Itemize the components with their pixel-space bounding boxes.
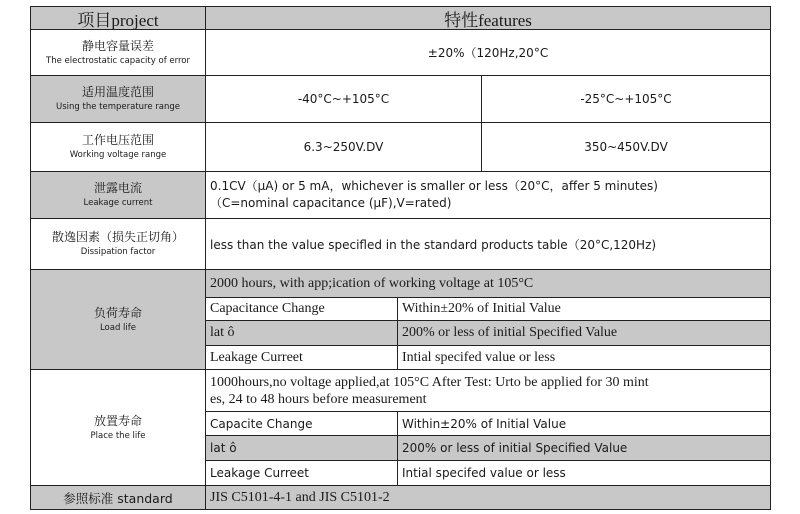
load-life-item-label: Leakage Curreet — [205, 345, 398, 370]
capacity-label-en: The electrostatic capacity of error — [46, 55, 190, 66]
shelf-life-label-cn: 放置寿命 — [93, 413, 142, 428]
shelf-life-label-en: Place the life — [90, 430, 146, 441]
load-life-item-value: 200% or less of initial Specified Value — [397, 320, 771, 346]
voltage-value-a: 6.3~250V.DV — [205, 122, 482, 172]
dissipation-value: less than the value specifled in the standard products table（20°C,120Hz) — [205, 218, 771, 270]
voltage-label — [30, 122, 206, 172]
shelf-life-intro-line1: 1000hours,no voltage applied,at 105°C After Test: Urto be applied for 30 mint — [210, 374, 649, 390]
dissipation-label — [30, 218, 206, 270]
leakage-value-line2: （C=nominal capacitance (μF),V=rated) — [210, 196, 452, 210]
leakage-label-cn: 泄露电流 — [93, 181, 142, 195]
shelf-life-item-label: Leakage Curreet — [205, 460, 398, 486]
leakage-value-line1: 0.1CV（μA) or 5 mA，whichever is smaller or less（20°C，affer 5 minutes) — [210, 179, 658, 193]
load-life-item-label: Capacitance Change — [205, 297, 398, 321]
voltage-value-b: 350~450V.DV — [481, 122, 771, 172]
load-life-label-en: Load life — [99, 322, 137, 333]
capacity-value: ±20%（120Hz,20°C — [205, 29, 771, 76]
capacity-label — [30, 29, 206, 76]
shelf-life-item-value: Within±20% of Initial Value — [397, 411, 771, 436]
temperature-value-b: -25°C~+105°C — [481, 75, 771, 123]
shelf-life-item-label: lat ô — [205, 435, 398, 461]
shelf-life-item-value: Intial specifed value or less — [397, 460, 771, 486]
shelf-life-intro — [205, 369, 771, 412]
load-life-label-cn: 负荷寿命 — [93, 305, 142, 320]
standard-label: 参照标准 standard — [30, 485, 206, 510]
leakage-label-en: Leakage current — [83, 198, 153, 208]
shelf-life-item-value: 200% or less of initial Specified Value — [397, 435, 771, 461]
standard-value: JIS C5101-4-1 and JIS C5101-2 — [205, 485, 771, 510]
shelf-life-item-label: Capacite Change — [205, 411, 398, 436]
temperature-value-a: -40°C~+105°C — [205, 75, 482, 123]
load-life-item-label: lat ô — [205, 320, 398, 346]
dissipation-label-cn: 散逸因素（损失正切角） — [51, 230, 184, 244]
temperature-label-cn: 适用温度范围 — [81, 85, 154, 99]
capacity-label-cn: 静电容量误差 — [81, 38, 154, 53]
voltage-label-en: Working voltage range — [69, 150, 167, 160]
leakage-label — [30, 171, 206, 219]
dissipation-label-en: Dissipation factor — [80, 247, 156, 257]
temperature-label-en: Using the temperature range — [56, 102, 180, 112]
header-project: 项目project — [30, 6, 206, 30]
load-life-item-value: Intial specifed value or less — [397, 345, 771, 370]
temperature-label — [30, 75, 206, 123]
header-features: 特性features — [205, 6, 771, 30]
load-life-intro: 2000 hours, with app;ication of working voltage at 105°C — [205, 269, 771, 298]
shelf-life-label — [30, 369, 206, 486]
leakage-value — [205, 171, 771, 219]
shelf-life-intro-line2: es, 24 to 48 hours before measurement — [210, 391, 427, 407]
voltage-label-cn: 工作电压范围 — [81, 133, 154, 147]
load-life-label — [30, 269, 206, 370]
load-life-item-value: Within±20% of Initial Value — [397, 297, 771, 321]
